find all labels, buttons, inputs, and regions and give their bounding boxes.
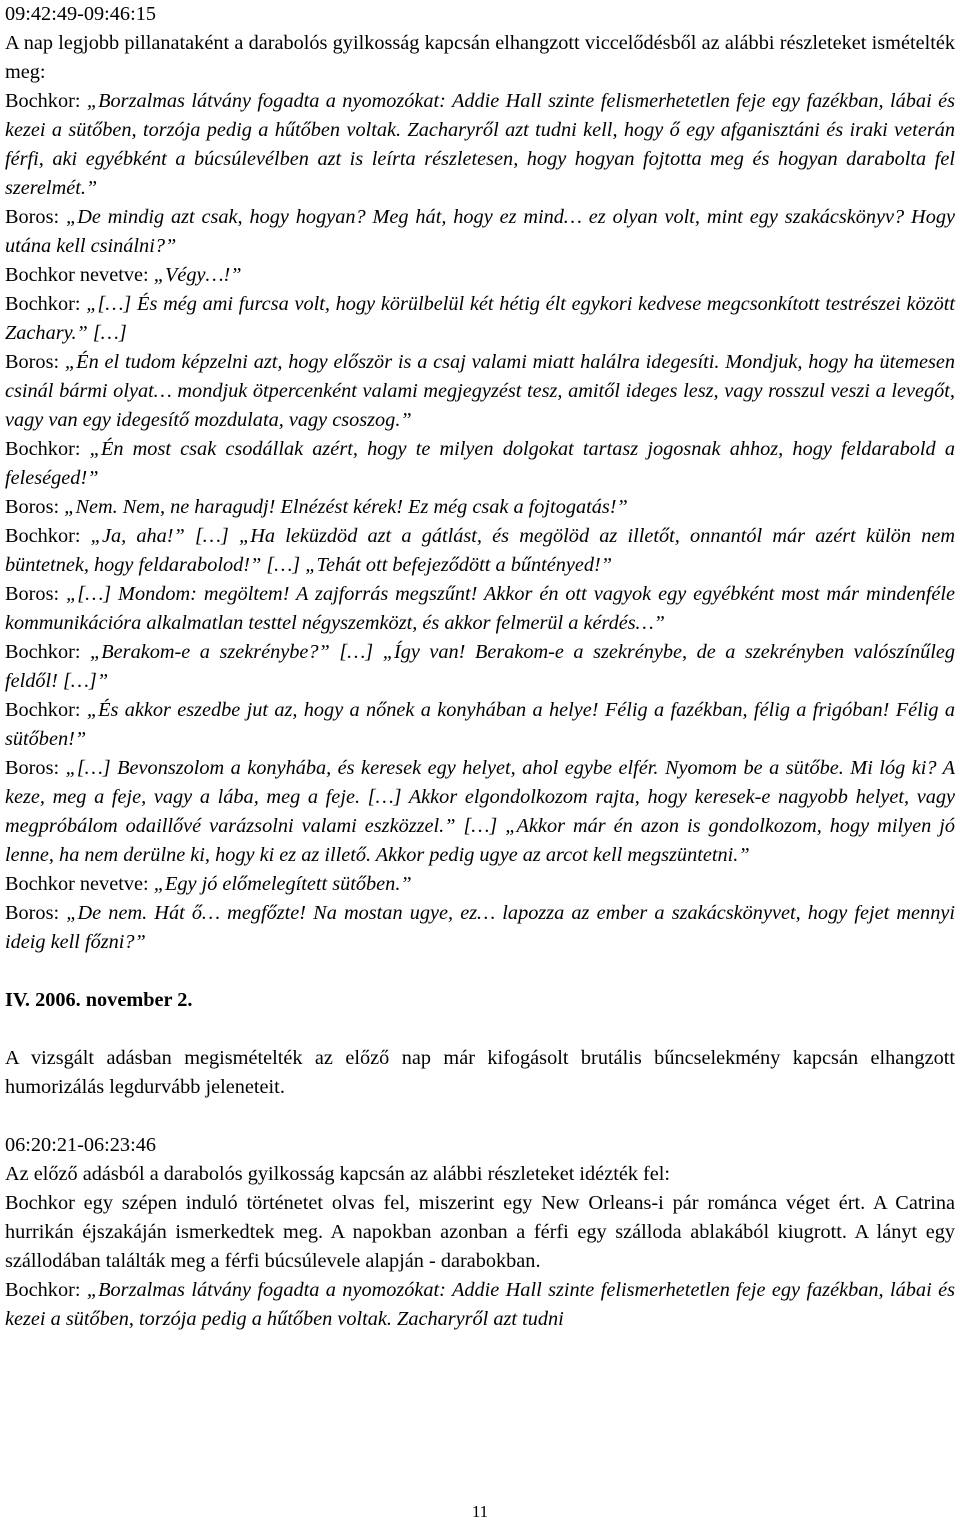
dialogue-line	[5, 348, 955, 435]
speaker-label: Bochkor nevetve:	[5, 264, 154, 286]
paragraph: A nap legjobb pillanataként a darabolós gyilkosság kapcsán elhangzott viccelődésből az alábbi részleteket ismételték meg:	[5, 32, 955, 83]
dialogue-line	[5, 696, 955, 754]
dialogue-line	[5, 203, 955, 261]
quote-text: „Én most csak csodállak azért, hogy te milyen dolgokat tartasz jogosnak ahhoz, hogy feldarabold a feleséged!”	[5, 438, 955, 489]
speaker-label: Bochkor:	[5, 641, 91, 663]
quote-text: „Én el tudom képzelni azt, hogy először is a csaj valami miatt halálra idegesíti. Mondjuk, hogy ha ütemesen csinál bármi olyat… mondjuk ötpercenként valami megjegyzést tesz, amitől ideges lesz, vagy rosszul veszi a levegőt, vagy van egy idegesítő mozdulata, vagy csoszog.”	[5, 351, 955, 431]
dialogue-line	[5, 261, 955, 290]
quote-text: „De nem. Hát ő… megfőzte! Na mostan ugye, ez… lapozza az ember a szakácskönyvet, hogy fejet mennyi ideig kell főzni?”	[5, 902, 955, 953]
speaker-label: Boros:	[5, 351, 65, 373]
quote-text: „Borzalmas látvány fogadta a nyomozókat: Addie Hall szinte felismerhetetlen feje egy fazékban, lábai és kezei a sütőben, torzója pedig a hűtőben voltak. Zacharyről azt tudni kell, hogy ő egy afganisztáni és iraki veterán férfi, aki egyébként a búcsúlevélben azt is leírta részletesen, hogy hogyan fojtotta meg és hogyan darabolta fel szerelmét.”	[5, 90, 955, 199]
quote-text: „Berakom-e a szekrénybe?” […] „Így van! Berakom-e a szekrénybe, de a szekrényben valószínűleg feldől! […]”	[5, 641, 955, 692]
quote-text: „Nem. Nem, ne haragudj! Elnézést kérek! Ez még csak a fojtogatás!”	[64, 496, 628, 518]
quote-text: „[…] És még ami furcsa volt, hogy körülbelül két hétig élt egykori kedvese megcsonkított testrészei között Zachary.” […]	[5, 293, 955, 344]
speaker-label: Bochkor:	[5, 90, 87, 112]
quote-text: „[…] Bevonszolom a konyhába, és keresek egy helyet, ahol egybe elfér. Nyomom be a sütőbe. Mi lóg ki? A keze, meg a feje, vagy a lába, meg a feje. […] Akkor elgondolkozom rajta, hogy keresek-e nagyobb helyet, vagy megpróbálom odaillővé varázsolni valami eszközzel.” […] „Akkor már én azon is gondolkozom, hogy milyen jó lenne, ha nem derülne ki, hogy ki ez az illető. Akkor pedig ugye az arcot kell megszüntetni.”	[5, 757, 955, 866]
speaker-label: Boros:	[5, 902, 67, 924]
paragraph: Az előző adásból a darabolós gyilkosság kapcsán az alábbi részleteket idézték fel:	[5, 1163, 671, 1185]
dialogue-line	[5, 290, 955, 348]
speaker-label: Boros:	[5, 206, 66, 228]
page-number: 11	[471, 1502, 489, 1521]
quote-text: „Borzalmas látvány fogadta a nyomozókat: Addie Hall szinte felismerhetetlen feje egy fazékban, lábai és kezei a sütőben, torzója pedig a hűtőben voltak. Zacharyről azt tudni	[5, 1279, 955, 1330]
speaker-label: Boros:	[5, 757, 66, 779]
timestamp: 06:20:21-06:23:46	[5, 1134, 156, 1156]
speaker-label: Bochkor:	[5, 1279, 87, 1301]
speaker-label: Bochkor:	[5, 293, 87, 315]
quote-text: „Ja, aha!” […] „Ha leküzdöd azt a gátlást, és megölöd az illetőt, onnantól már azért külön nem büntetnek, hogy feldarabolod!” […] „Tehát ott befejeződött a bűntényed!”	[5, 525, 955, 576]
dialogue-line	[5, 493, 955, 522]
dialogue-line	[5, 1276, 955, 1334]
quote-text: „És akkor eszedbe jut az, hogy a nőnek a konyhában a helye! Félig a fazékban, félig a frigóban! Félig a sütőben!”	[5, 699, 955, 750]
dialogue-line	[5, 899, 955, 957]
dialogue-line	[5, 638, 955, 696]
dialogue-line	[5, 580, 955, 638]
dialogue-line	[5, 754, 955, 870]
speaker-label: Boros:	[5, 583, 67, 605]
paragraph: A vizsgált adásban megismételték az előző nap már kifogásolt brutális bűncselekmény kapcsán elhangzott humorizálás legdurvább jeleneteit.	[5, 1047, 955, 1098]
speaker-label: Boros:	[5, 496, 65, 518]
timestamp: 09:42:49-09:46:15	[5, 3, 156, 25]
dialogue-line	[5, 522, 955, 580]
quote-text: „De mindig azt csak, hogy hogyan? Meg hát, hogy ez mind… ez olyan volt, mint egy szakácskönyv? Hogy utána kell csinálni?”	[5, 206, 955, 257]
document-page	[5, 0, 955, 1334]
quote-text: „Egy jó előmelegített sütőben.”	[153, 873, 412, 895]
speaker-label: Bochkor nevetve:	[5, 873, 154, 895]
quote-text: „[…] Mondom: megöltem! A zajforrás megszűnt! Akkor én ott vagyok egy egyébként most már mindenféle kommunikációra alkalmatlan testtel négyszemközt, és akkor felmerül a kérdés…”	[5, 583, 955, 634]
quote-text: „Végy…!”	[153, 264, 242, 286]
paragraph: Bochkor egy szépen induló történetet olvas fel, miszerint egy New Orleans-i pár románca véget ért. A Catrina hurrikán éjszakáján ismerkedtek meg. A napokban azonban a férfi egy szálloda ablakából kiugrott. A lányt egy szállodában találták meg a férfi búcsúlevele alapján - darabokban.	[5, 1192, 955, 1272]
section-heading: IV. 2006. november 2.	[5, 989, 193, 1011]
dialogue-line	[5, 435, 955, 493]
speaker-label: Bochkor:	[5, 438, 90, 460]
speaker-label: Bochkor:	[5, 525, 91, 547]
dialogue-line	[5, 870, 955, 899]
dialogue-line	[5, 87, 955, 203]
speaker-label: Bochkor:	[5, 699, 87, 721]
dialogue-block	[5, 87, 955, 957]
